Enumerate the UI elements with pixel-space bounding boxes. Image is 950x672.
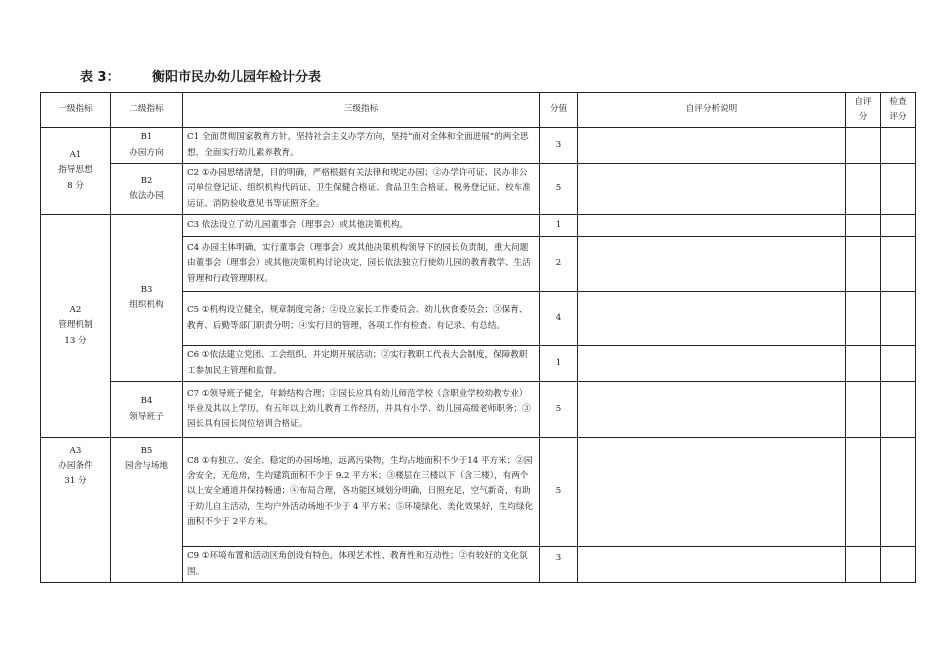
indicator-c8: C8 ①有独立、安全、稳定的办园场地，远离污染物，生均占地面积不少于14 平方米；②园舍安全，无危房，生均建筑面积不少于 9.2 平方米；③楼层在三楼以下（含三楼），有两个以上安全通道并保持畅通；④布局合理，各功能区域划分明确，日照充足，空气新奇，有助于幼儿自主活动，生均户外活动场地不少于 4 平方米；⑤环境绿化、美化效果好，生均绿化面积不少于 2平方米。 [183,438,540,547]
self-analysis-cell[interactable] [578,346,846,382]
self-analysis-cell[interactable] [578,128,846,164]
score-c4: 2 [540,237,578,292]
header-self-analysis: 自评分析说明 [578,93,846,128]
check-score-cell[interactable] [881,292,916,346]
check-score-cell[interactable] [881,547,916,583]
check-score-cell[interactable] [881,438,916,547]
self-score-cell[interactable] [846,128,881,164]
self-score-cell[interactable] [846,346,881,382]
score-c3: 1 [540,215,578,237]
self-score-cell[interactable] [846,215,881,237]
check-score-cell[interactable] [881,382,916,438]
self-analysis-cell[interactable] [578,292,846,346]
indicator-c6: C6 ①依法建立党团、工会组织，并定期开展活动；②实行教职工代表大会制度，保障教职工参加民主管理和监督。 [183,346,540,382]
score-c8: 5 [540,438,578,547]
self-score-cell[interactable] [846,547,881,583]
check-score-cell[interactable] [881,215,916,237]
indicator-c5: C5 ①机构设立健全，规章制度完备；②设立家长工作委员会、幼儿伙食委员会；③保育、教育、后勤等部门职责分明；④实行目的管理，各项工作有检查、有记录、有总结。 [183,292,540,346]
indicator-c4: C4 办园主体明确，实行董事会（理事会）或其他决策机构领导下的园长负责制，重大问题由董事会（理事会）或其他决策机构讨论决定，园长依法独立行使幼儿园的教育教学、生活管理和行政管理职权。 [183,237,540,292]
self-score-cell[interactable] [846,292,881,346]
self-score-cell[interactable] [846,438,881,547]
header-level3: 三级指标 [183,93,540,128]
check-score-cell[interactable] [881,346,916,382]
self-score-cell[interactable] [846,164,881,215]
self-score-cell[interactable] [846,382,881,438]
table-row [41,128,916,164]
level2-b3: B3 组织机构 [111,215,183,382]
score-c2: 5 [540,164,578,215]
table-row [41,215,916,237]
self-analysis-cell[interactable] [578,547,846,583]
score-c7: 5 [540,382,578,438]
header-level2: 二级指标 [111,93,183,128]
score-c9: 3 [540,547,578,583]
table-title: 衡阳市民办幼儿园年检计分表 [152,70,322,85]
header-level1: 一级指标 [41,93,111,128]
table-row [41,438,916,547]
level2-b2: B2 依法办园 [111,164,183,215]
indicator-c7: C7 ①领导班子健全，年龄结构合理；②园长应具有幼儿师范学校（含职业学校幼教专业）毕业及其以上学历，有五年以上幼儿教育工作经历，并具有小学、幼儿园高级老师职务；③园长具有园长岗位培训合格证。 [183,382,540,438]
score-table [40,92,916,583]
score-c5: 4 [540,292,578,346]
check-score-cell[interactable] [881,164,916,215]
level1-a2: A2 管理机制 13 分 [41,215,111,438]
table-number: 表 3： [80,70,120,85]
check-score-cell[interactable] [881,237,916,292]
self-analysis-cell[interactable] [578,382,846,438]
indicator-c3: C3 依法设立了幼儿园董事会（理事会）或其他决策机构。 [183,215,540,237]
self-analysis-cell[interactable] [578,438,846,547]
level2-b4: B4 领导班子 [111,382,183,438]
table-header-row [41,93,916,128]
self-analysis-cell[interactable] [578,237,846,292]
level2-b1: B1 办园方向 [111,128,183,164]
indicator-c2: C2 ①办园思绪清楚，目的明确，严格根据有关法律和规定办园；②办学许可证、民办非公司单位登记证、组织机构代码证、卫生保健合格证、食品卫生合格证、税务登记证、校车准运证、消防验收意见书等证照齐全。 [183,164,540,215]
table-row [41,382,916,438]
indicator-c1: C1 全面贯彻国家教育方针，坚持社会主义办学方向，坚持“面对全体和全面进展”的两全思想，全面实行幼儿素养教育。 [183,128,540,164]
score-c1: 3 [540,128,578,164]
level1-a3: A3 办园条件 31 分 [41,438,111,583]
check-score-cell[interactable] [881,128,916,164]
header-check-score: 检查 评分 [881,93,916,128]
table-row [41,164,916,215]
level1-a1: A1 指导思想 8 分 [41,128,111,215]
indicator-c9: C9 ①环境布置和活动区角创设有特色，体现艺术性、教育性和互动性；②有较好的文化氛围。 [183,547,540,583]
score-c6: 1 [540,346,578,382]
level2-b5: B5 园舍与场地 [111,438,183,583]
self-analysis-cell[interactable] [578,164,846,215]
self-score-cell[interactable] [846,237,881,292]
header-score: 分值 [540,93,578,128]
header-self-score: 自评 分 [846,93,881,128]
self-analysis-cell[interactable] [578,215,846,237]
